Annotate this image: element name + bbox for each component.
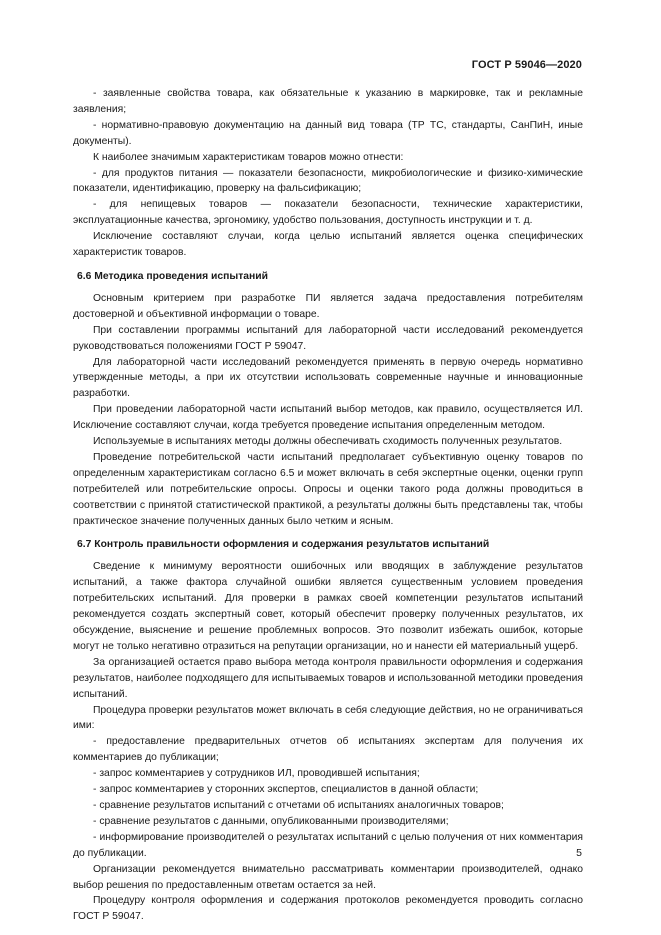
paragraph: Для лабораторной части исследований рекомендуется применять в первую очередь нормативно утвержденные методы, а при их отсутствии использовать современные научные и инновационные разработки. xyxy=(73,356,583,400)
page-number: 5 xyxy=(576,847,582,859)
intro-block xyxy=(73,86,583,261)
paragraph: - информирование производителей о результатах испытаний с целью получения от них комментария до публикации. xyxy=(73,831,583,859)
paragraph: - предоставление предварительных отчетов об испытаниях экспертам для получения их комментариев до публикации; xyxy=(73,736,583,764)
paragraph: Используемые в испытаниях методы должны обеспечивать сходимость полученных результатов. xyxy=(93,436,563,448)
paragraph: При проведении лабораторной части испытаний выбор методов, как правило, осуществляется ИЛ. Исключение составляют случаи, когда требуется проведение испытания определенным методом. xyxy=(73,404,583,432)
section-heading-6-6: 6.6 Методика проведения испытаний xyxy=(77,270,268,282)
paragraph: Процедуру контроля оформления и содержания протоколов рекомендуется проводить согласно ГОСТ Р 59047. xyxy=(73,895,583,923)
paragraph: - сравнение результатов испытаний с отчетами об испытаниях аналогичных товаров; xyxy=(93,799,504,811)
paragraph: Исключение составляют случаи, когда целью испытаний является оценка специфических характеристик товаров. xyxy=(73,231,583,259)
paragraph: Процедура проверки результатов может включать в себя следующие действия, но не ограничиваться ими: xyxy=(73,704,583,732)
paragraph: Проведение потребительской части испытаний предполагает субъективную оценку товаров по определенным характеристикам согласно 6.5 и может включать в себя экспертные оценки, оценки групп потребителей или потребительские опросы. Опросы и оценки такого рода должны проводиться в соответствии с принятой статистической практикой, а результаты должны быть представлены так, чтобы практическое значение полученных данных было четким и ясным. xyxy=(73,451,583,527)
paragraph: - сравнение результатов с данными, опубликованными производителями; xyxy=(93,815,449,827)
paragraph: - заявленные свойства товара, как обязательные к указанию в маркировке, так и рекламные заявления; xyxy=(73,88,583,115)
paragraph: При составлении программы испытаний для лабораторной части исследований рекомендуется руководствоваться положениями ГОСТ Р 59047. xyxy=(73,324,583,352)
section-6-6-body xyxy=(73,291,583,530)
section-heading-6-7: 6.7 Контроль правильности оформления и содержания результатов испытаний xyxy=(77,539,490,551)
section-6-7-body xyxy=(73,559,583,925)
paragraph: - запрос комментариев у сторонних экспертов, специалистов в данной области; xyxy=(93,784,479,796)
paragraph: Сведение к минимуму вероятности ошибочных или вводящих в заблуждение результатов испытаний, а также фактора случайной ошибки является существенным условием проведения потребительских испытаний. Для проверки в рамках своей компетенции результатов испытаний рекомендуется создать экспертный совет, который обеспечит проверку полученных результатов, их обсуждение, выяснение и решение проблемных вопросов. Это позволит избежать ошибок, которые могут не только негативно отразиться на репутации организации, но и нанести ей материальный ущерб. xyxy=(73,561,583,652)
paragraph: - нормативно-правовую документацию на данный вид товара (ТР ТС, стандарты, СанПиН, иные документы). xyxy=(73,119,583,147)
paragraph: За организацией остается право выбора метода контроля правильности оформления и содержания результатов, наиболее подходящего для испытываемых товаров и использованной методики проведения испытаний. xyxy=(73,656,583,700)
paragraph: К наиболее значимым характеристикам товаров можно отнести: xyxy=(93,151,404,163)
document-code-header: ГОСТ Р 59046—2020 xyxy=(471,59,582,71)
paragraph: - запрос комментариев у сотрудников ИЛ, проводившей испытания; xyxy=(93,768,420,780)
paragraph: Основным критерием при разработке ПИ является задача предоставления потребителям достоверной и объективной информации о товаре. xyxy=(73,292,583,320)
paragraph: - для продуктов питания — показатели безопасности, микробиологические и физико-химические показатели, идентификацию, проверку на фальсификацию; xyxy=(73,167,583,195)
paragraph: - для непищевых товаров — показатели безопасности, технические характеристики, эксплуатационные качества, эргономику, удобство пользования, доступность инструкции и т. д. xyxy=(73,199,583,227)
document-body xyxy=(73,86,583,925)
paragraph: Организации рекомендуется внимательно рассматривать комментарии производителей, однако выбор решения по предоставленным ответам остается за ней. xyxy=(73,863,583,891)
